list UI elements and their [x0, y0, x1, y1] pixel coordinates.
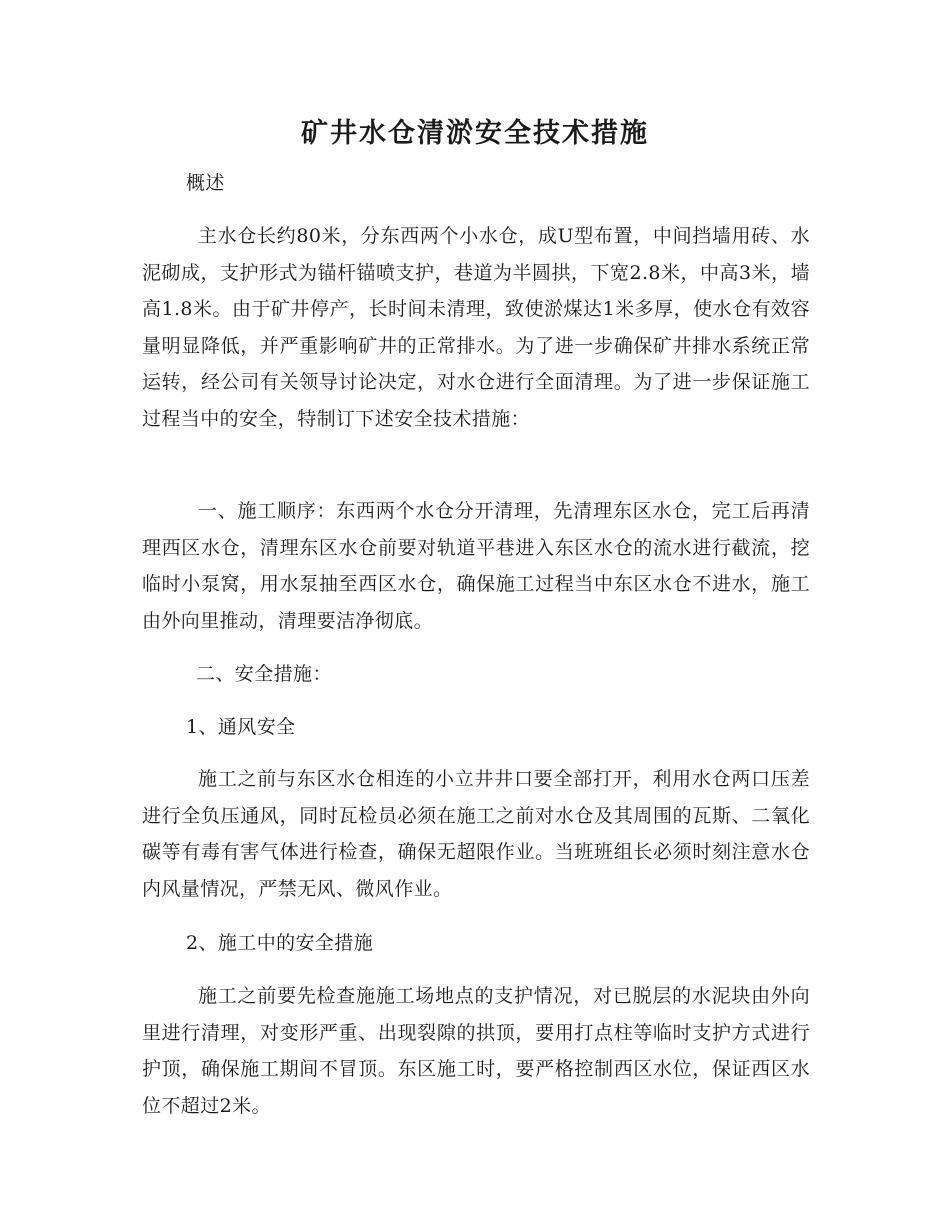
construction-sequence-paragraph: 一、施工顺序：东西两个水仓分开清理，先清理东区水仓，完工后再清理西区水仓，清理东区水仓前要对轨道平巷进入东区水仓的流水进行截流，挖临时小泵窝，用水泵抽至西区水仓，确保施工过程当中东区水仓不进水，施工由外向里推动，清理要洁净彻底。 [142, 500, 810, 632]
construction-safety-heading: 2、施工中的安全措施 [186, 932, 374, 954]
overview-paragraph: 主水仓长约80米，分东西两个小水仓，成U型布置，中间挡墙用砖、水泥砌成，支护形式为锚杆锚喷支护，巷道为半圆拱，下宽2.8米，中高3米，墙高1.8米。由于矿井停产，长时间未清理，致使淤煤达1米多厚，使水仓有效容量明显降低，并严重影响矿井的正常排水。为了进一步确保矿井排水系统正常运转，经公司有关领导讨论决定，对水仓进行全面清理。为了进一步保证施工过程当中的安全，特制订下述安全技术措施： [142, 225, 810, 430]
document-title: 矿井水仓清淤安全技术措施 [301, 118, 649, 149]
construction-safety-paragraph: 施工之前要先检查施施工场地点的支护情况，对已脱层的水泥块由外向里进行清理，对变形严重、出现裂隙的拱顶，要用打点柱等临时支护方式进行护顶，确保施工期间不冒顶。东区施工时，要严格控制西区水位，保证西区水位不超过2米。 [142, 985, 810, 1117]
overview-heading: 概述 [186, 172, 225, 194]
ventilation-safety-heading: 1、通风安全 [186, 716, 296, 738]
ventilation-safety-paragraph: 施工之前与东区水仓相连的小立井井口要全部打开，利用水仓两口压差进行全负压通风，同时瓦检员必须在施工之前对水仓及其周围的瓦斯、二氧化碳等有毒有害气体进行检查，确保无超限作业。当班班组长必须时刻注意水仓内风量情况，严禁无风、微风作业。 [142, 768, 810, 900]
safety-measures-heading: 二、安全措施： [196, 663, 332, 685]
